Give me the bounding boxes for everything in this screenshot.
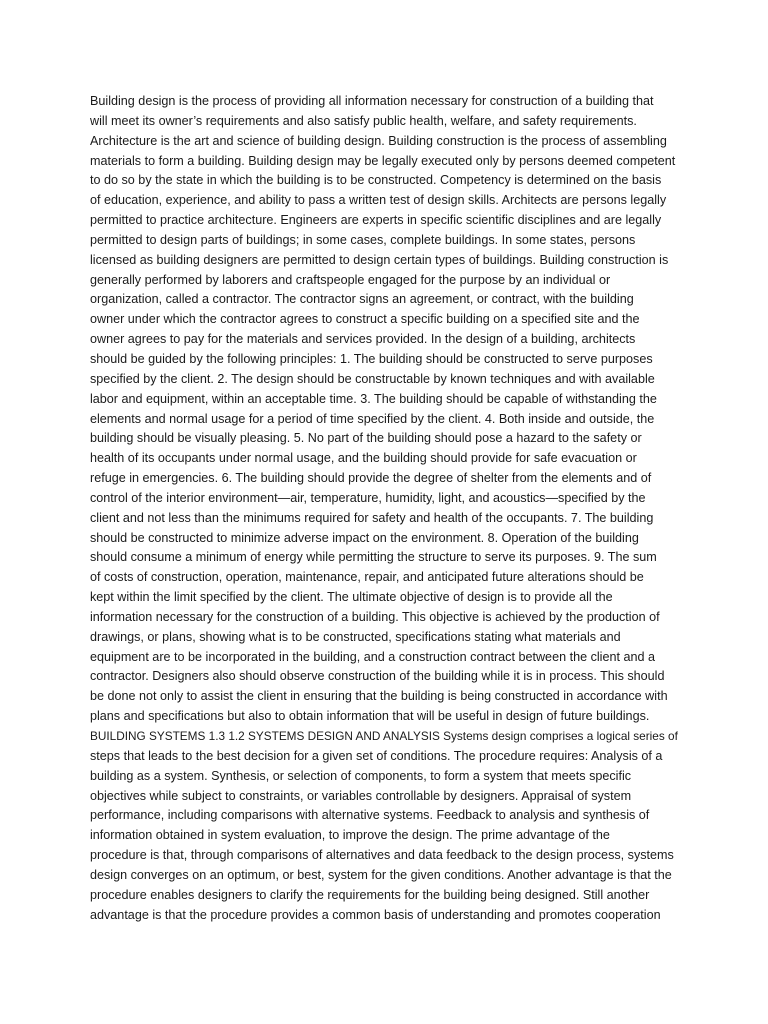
document-body [90,92,680,925]
text-line: permitted to design parts of buildings; in some cases, complete buildings. In some states, persons [90,232,636,247]
text-line: control of the interior environment—air, temperature, humidity, light, and acoustics—specified by the [90,490,646,505]
text-line: building should be visually pleasing. 5. No part of the building should pose a hazard to the safety or [90,431,642,446]
text-line: be done not only to assist the client in ensuring that the building is being constructed in accordance with [90,689,668,704]
text-line: design converges on an optimum, or best, system for the given conditions. Another advantage is that the [90,867,672,882]
text-line: drawings, or plans, showing what is to be constructed, specifications stating what materials and [90,629,621,644]
text-line: information obtained in system evaluation, to improve the design. The prime advantage of the [90,828,610,843]
text-line: materials to form a building. Building design may be legally executed only by persons deemed competent [90,153,676,168]
text-line: plans and specifications but also to obtain information that will be useful in design of future buildings. [90,709,650,724]
text-line: generally performed by laborers and craftspeople engaged for the purpose by an individual or [90,272,611,287]
text-line: of education, experience, and ability to pass a written test of design skills. Architects are persons legally [90,193,667,208]
text-line: should consume a minimum of energy while permitting the structure to serve its purposes. 9. The sum [90,550,657,565]
text-line: will meet its owner’s requirements and also satisfy public health, welfare, and safety requirements. [90,113,637,128]
text-line: client and not less than the minimums required for safety and health of the occupants. 7. The building [90,510,654,525]
text-line: objectives while subject to constraints, or variables controllable by designers. Appraisal of system [90,788,632,803]
text-line: performance, including comparisons with alternative systems. Feedback to analysis and synthesis of [90,808,650,823]
text-line: steps that leads to the best decision for a given set of conditions. The procedure requires: Analysis of a [90,748,663,763]
text-line: advantage is that the procedure provides a common basis of understanding and promotes cooperation [90,907,661,922]
text-line: labor and equipment, within an acceptable time. 3. The building should be capable of withstanding the [90,391,657,406]
text-line: specified by the client. 2. The design should be constructable by known techniques and with available [90,371,655,386]
text-line: owner agrees to pay for the materials and services provided. In the design of a building, architects [90,332,636,347]
text-line: permitted to practice architecture. Engineers are experts in specific scientific disciplines and are legally [90,213,662,228]
text-line: should be constructed to minimize adverse impact on the environment. 8. Operation of the building [90,530,639,545]
text-line: information necessary for the construction of a building. This objective is achieved by the production of [90,609,660,624]
text-line: owner under which the contractor agrees to construct a specific building on a specified site and the [90,312,640,327]
text-line: contractor. Designers also should observe construction of the building while it is in process. This should [90,669,665,684]
text-line: procedure is that, through comparisons of alternatives and data feedback to the design process, systems [90,848,674,863]
text-line: to do so by the state in which the building is to be constructed. Competency is determined on the basis [90,173,662,188]
text-line: kept within the limit specified by the client. The ultimate objective of design is to provide all the [90,590,613,605]
text-line: elements and normal usage for a period of time specified by the client. 4. Both inside and outside, the [90,411,655,426]
text-line: health of its occupants under normal usage, and the building should provide for safe evacuation or [90,451,637,466]
text-line: Architecture is the art and science of building design. Building construction is the process of assembling [90,133,667,148]
text-line: Building design is the process of providing all information necessary for construction of a building that [90,94,654,108]
text-line: BUILDING SYSTEMS 1.3 1.2 SYSTEMS DESIGN AND ANALYSIS Systems design comprises a logical series of [90,729,678,743]
text-line: procedure enables designers to clarify the requirements for the building being designed. Still another [90,887,650,902]
text-line: refuge in emergencies. 6. The building should provide the degree of shelter from the elements and of [90,471,652,486]
text-line: should be guided by the following principles: 1. The building should be constructed to serve purposes [90,351,653,366]
text-line: organization, called a contractor. The contractor signs an agreement, or contract, with the building [90,292,634,307]
text-line: building as a system. Synthesis, or selection of components, to form a system that meets specific [90,768,632,783]
text-line: equipment are to be incorporated in the building, and a construction contract between the client and a [90,649,655,664]
text-line: of costs of construction, operation, maintenance, repair, and anticipated future alterations should be [90,570,644,585]
text-line: licensed as building designers are permitted to design certain types of buildings. Building construction is [90,252,669,267]
